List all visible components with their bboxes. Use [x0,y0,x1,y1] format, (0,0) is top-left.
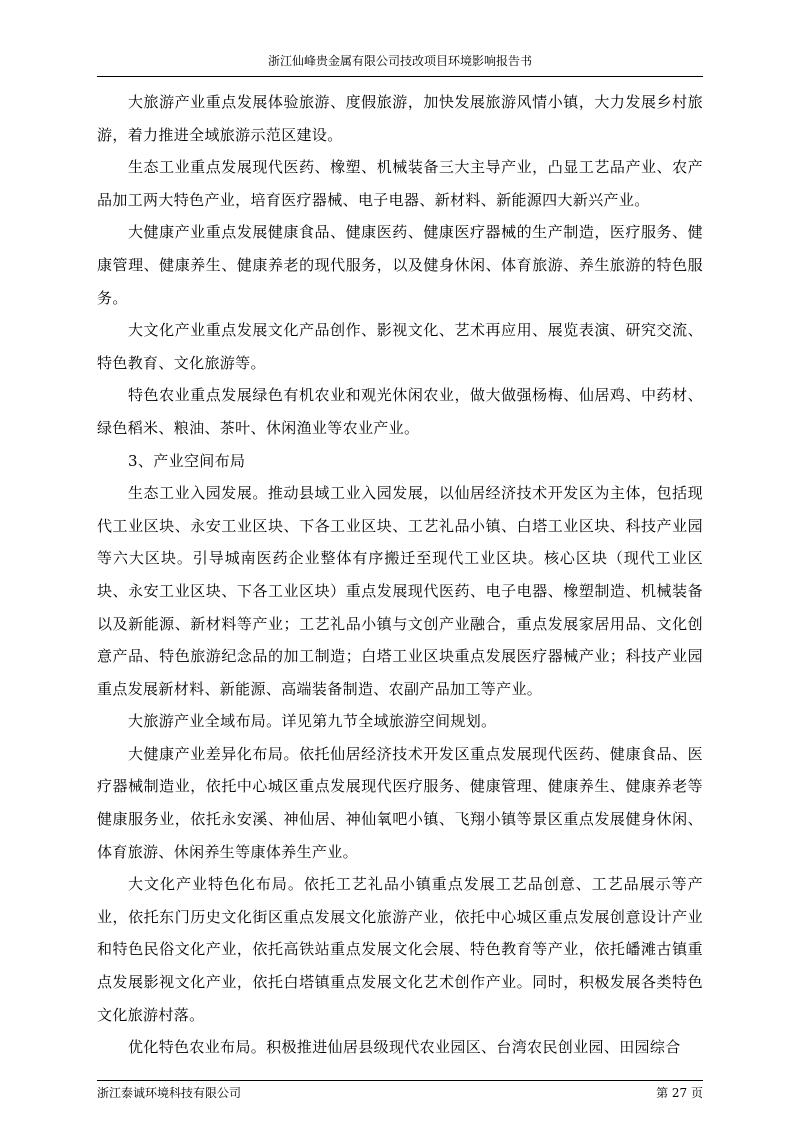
paragraph: 大健康产业差异化布局。依托仙居经济技术开发区重点发展现代医药、健康食品、医疗器械制造业，依托中心城区重点发展现代医疗服务、健康管理、健康养生、健康养老等健康服务业，依托永安溪、神仙居、神仙氧吧小镇、飞翔小镇等景区重点发展健身休闲、体育旅游、休闲养生等康体养生产业。 [97,744,703,861]
paragraph: 大健康产业重点发展健康食品、健康医药、健康医疗器械的生产制造，医疗服务、健康管理、健康养生、健康养老的现代服务，以及健身休闲、体育旅游、养生旅游的特色服务。 [97,223,703,307]
page-header [97,48,703,77]
paragraph: 大旅游产业全域布局。详见第九节全域旅游空间规划。 [128,712,497,731]
footer-company: 浙江泰诚环境科技有限公司 [97,1086,242,1100]
paragraph: 大旅游产业重点发展体验旅游、度假旅游，加快发展旅游风情小镇，大力发展乡村旅游，着力推进全域旅游示范区建设。 [97,93,703,144]
paragraph: 大文化产业重点发展文化产品创作、影视文化、艺术再应用、展览表演、研究交流、特色教育、文化旅游等。 [97,321,703,372]
section-heading: 3、产业空间布局 [128,451,246,470]
paragraph: 生态工业重点发展现代医药、橡塑、机械装备三大主导产业，凸显工艺品产业、农产品加工两大特色产业，培育医疗器械、电子电器、新材料、新能源四大新兴产业。 [97,158,703,209]
paragraph: 大文化产业特色化布局。依托工艺礼品小镇重点发展工艺品创意、工艺品展示等产业，依托东门历史文化街区重点发展文化旅游产业，依托中心城区重点发展创意设计产业和特色民俗文化产业，依托高铁站重点发展文化会展、特色教育等产业，依托皤滩古镇重点发展影视文化产业，依托白塔镇重点发展文化艺术创作产业。同时，积极发展各类特色文化旅游村落。 [97,875,703,1024]
page-number: 第 27 页 [656,1086,703,1100]
page-body [97,86,703,1064]
paragraph: 特色农业重点发展绿色有机农业和观光休闲农业，做大做强杨梅、仙居鸡、中药材、绿色稻米、粮油、茶叶、休闲渔业等农业产业。 [97,386,703,437]
page-footer [97,1080,703,1107]
paragraph: 生态工业入园发展。推动县域工业入园发展，以仙居经济技术开发区为主体，包括现代工业区块、永安工业区块、下各工业区块、工艺礼品小镇、白塔工业区块、科技产业园等六大区块。引导城南医药企业整体有序搬迁至现代工业区块。核心区块（现代工业区块、永安工业区块、下各工业区块）重点发展现代医药、电子电器、橡塑制造、机械装备以及新能源、新材料等产业；工艺礼品小镇与文创产业融合，重点发展家居用品、文化创意产品、特色旅游纪念品的加工制造；白塔工业区块重点发展医疗器械产业；科技产业园重点发展新材料、新能源、高端装备制造、农副产品加工等产业。 [97,484,703,698]
header-title: 浙江仙峰贵金属有限公司技改项目环境影响报告书 [267,54,532,68]
paragraph: 优化特色农业布局。积极推进仙居县级现代农业园区、台湾农民创业园、田园综合 [128,1038,681,1057]
